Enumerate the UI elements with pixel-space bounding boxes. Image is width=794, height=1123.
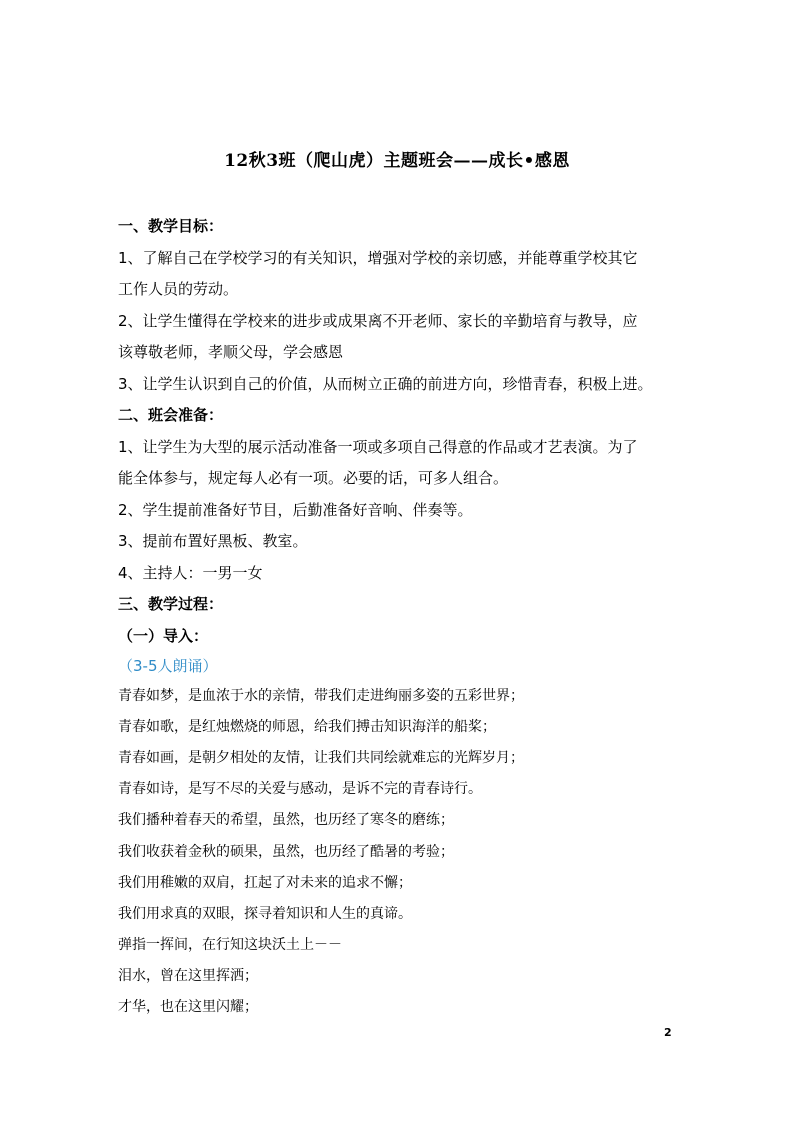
verse-line: 弹指一挥间，在行知这块沃土上－－ [118,937,342,953]
paragraph-line: 工作人员的劳动。 [118,280,239,298]
section-heading-process: 三、教学过程： [118,595,224,613]
paragraph-line: 1、让学生为大型的展示活动准备一项或多项自己得意的作品或才艺表演。为了 [118,438,638,456]
paragraph-line: 3、让学生认识到自己的价值，从而树立正确的前进方向，珍惜青春，积极上进。 [118,375,653,393]
section-heading-objectives: 一、教学目标： [118,217,224,235]
verse-line: 青春如歌，是红烛燃烧的师恩，给我们搏击知识海洋的船桨； [118,719,496,735]
verse-line: 我们收获着金秋的硕果，虽然，也历经了酷暑的考验； [118,844,454,860]
recitation-note: （3-5人朗诵） [118,657,218,675]
verse-line: 我们用求真的双眼，探寻着知识和人生的真谛。 [118,906,412,922]
subsection-heading-intro: （一）导入： [118,627,209,645]
verse-line: 青春如画，是朝夕相处的友情，让我们共同绘就难忘的光辉岁月； [118,750,524,766]
page-number: 2 [664,1026,672,1039]
paragraph-line: 3、提前布置好黑板、教室。 [118,532,308,550]
verse-line: 我们用稚嫩的双肩，扛起了对未来的追求不懈； [118,875,412,891]
section-heading-preparation: 二、班会准备： [118,406,224,424]
document-title: 12秋3班（爬山虎）主题班会——成长•感恩 [224,151,570,171]
paragraph-line: 1、了解自己在学校学习的有关知识，增强对学校的亲切感，并能尊重学校其它 [118,249,638,267]
paragraph-line: 2、让学生懂得在学校来的进步或成果离不开老师、家长的辛勤培育与教导，应 [118,312,638,330]
verse-line: 才华，也在这里闪耀； [118,999,258,1015]
paragraph-line: 4、主持人：一男一女 [118,564,263,582]
verse-line: 我们播种着春天的希望，虽然，也历经了寒冬的磨练； [118,812,454,828]
paragraph-line: 该尊敬老师，孝顺父母，学会感恩 [118,343,344,361]
verse-line: 青春如梦，是血浓于水的亲情，带我们走进绚丽多姿的五彩世界； [118,688,524,704]
paragraph-line: 2、学生提前准备好节目，后勤准备好音响、伴奏等。 [118,501,473,519]
verse-line: 青春如诗，是写不尽的关爱与感动，是诉不完的青春诗行。 [118,781,482,797]
verse-line: 泪水，曾在这里挥洒； [118,968,258,984]
paragraph-line: 能全体参与，规定每人必有一项。必要的话，可多人组合。 [118,469,509,487]
